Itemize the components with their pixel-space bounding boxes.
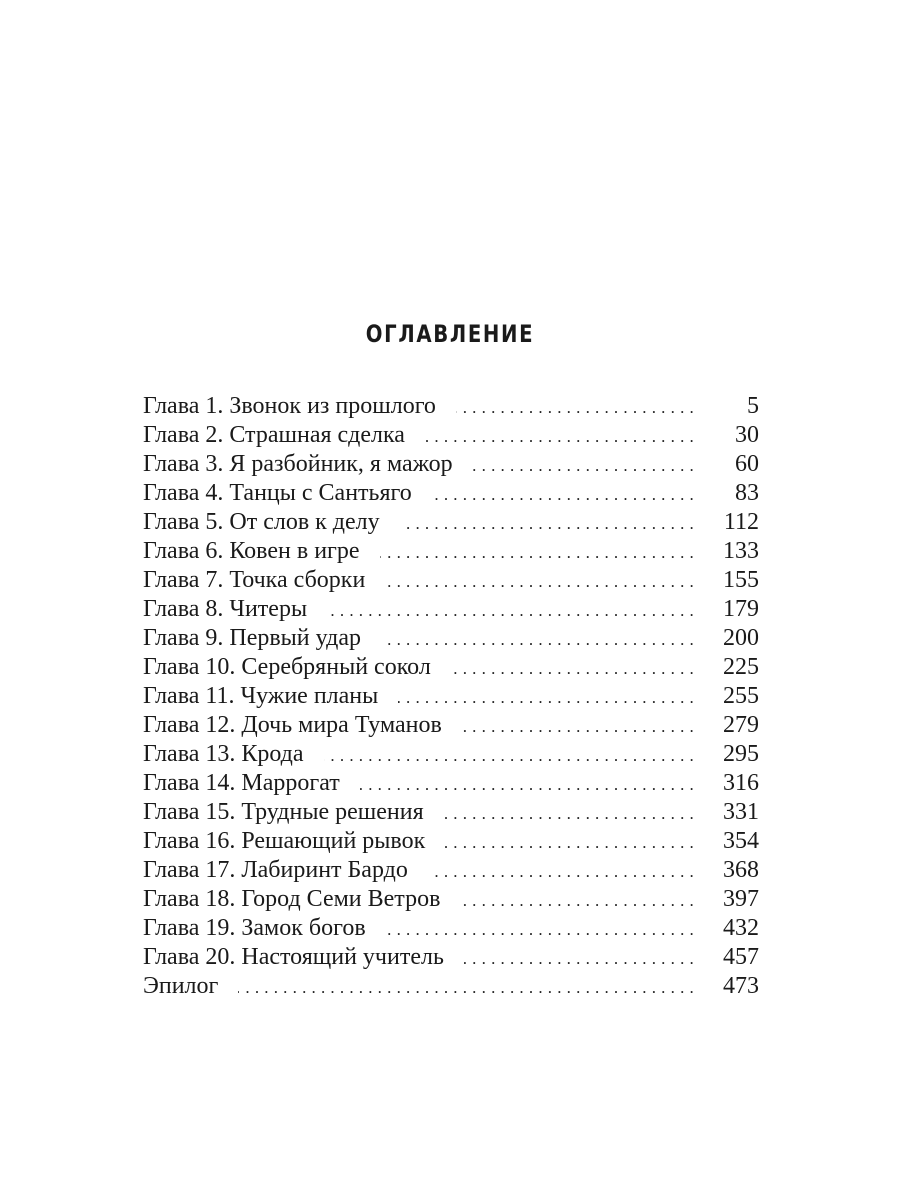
toc-entry-page-number: 30 [735,422,759,448]
toc-entry-page-number: 331 [723,799,759,825]
toc-entry-page-number: 83 [735,480,759,506]
dot-leader [398,683,699,712]
toc-entry [143,972,759,1001]
dot-leader [386,915,699,944]
dot-leader [473,451,699,480]
dot-leader [462,712,699,741]
dot-leader [428,857,699,886]
toc-entry [143,566,759,595]
toc-entry [143,421,759,450]
toc-entry [143,740,759,769]
toc-entry-page-number: 112 [723,509,759,535]
toc-entry-label: Глава 16. Решающий рывок [143,828,426,854]
dot-leader [327,596,699,625]
toc-entry-label: Глава 2. Страшная сделка [143,422,405,448]
toc-entry [143,885,759,914]
toc-entry-label: Глава 1. Звонок из прошлого [143,393,436,419]
toc-entry [143,392,759,421]
toc-entry-page-number: 473 [723,973,759,999]
toc-entry-page-number: 225 [723,654,759,680]
toc-entry-page-number: 295 [723,741,759,767]
toc-entry [143,798,759,827]
toc-entry-page-number: 457 [723,944,759,970]
toc-entry-label: Глава 9. Первый удар [143,625,362,651]
toc-entry [143,537,759,566]
toc-entry-page-number: 5 [747,393,759,419]
toc-entry-label: Глава 13. Крода [143,741,304,767]
dot-leader [238,973,699,1002]
toc-entry-label: Глава 11. Чужие планы [143,683,379,709]
toc-entry-page-number: 133 [723,538,759,564]
toc-entry-label: Глава 18. Город Семи Ветров [143,886,441,912]
dot-leader [432,480,699,509]
toc-entry-label: Глава 8. Читеры [143,596,308,622]
toc-entry [143,595,759,624]
toc-entry-page-number: 368 [723,857,759,883]
toc-entry [143,508,759,537]
dot-leader [451,654,699,683]
toc-entry-page-number: 397 [723,886,759,912]
toc-entry-page-number: 316 [723,770,759,796]
dot-leader [464,944,699,973]
toc-entry-label: Глава 6. Ковен в игре [143,538,360,564]
toc-entry-label: Глава 4. Танцы с Сантьяго [143,480,412,506]
dot-leader [385,567,699,596]
toc-entry-label: Глава 12. Дочь мира Туманов [143,712,442,738]
toc-entry-page-number: 179 [723,596,759,622]
dot-leader [444,799,699,828]
toc-entry [143,450,759,479]
toc-entry-page-number: 60 [735,451,759,477]
toc-entry [143,682,759,711]
toc-title: ОГЛАВЛЕНИЕ [365,320,535,348]
dot-leader [460,886,699,915]
dot-leader [381,625,699,654]
toc-entry [143,914,759,943]
toc-entry-label: Глава 20. Настоящий учитель [143,944,444,970]
toc-entry [143,711,759,740]
toc-entry-page-number: 432 [723,915,759,941]
toc-entry-page-number: 354 [723,828,759,854]
toc-entry [143,653,759,682]
toc-entry [143,856,759,885]
toc-entry-label: Глава 3. Я разбойник, я мажор [143,451,453,477]
dot-leader [360,770,699,799]
toc-entry-label: Глава 10. Серебряный сокол [143,654,431,680]
toc-entry-page-number: 279 [723,712,759,738]
toc-entry-page-number: 155 [723,567,759,593]
toc-entry-label: Глава 19. Замок богов [143,915,366,941]
toc-entry [143,769,759,798]
dot-leader [456,393,699,422]
toc-entry [143,943,759,972]
toc-entry-label: Глава 7. Точка сборки [143,567,366,593]
toc-entry [143,624,759,653]
toc-entry-label: Глава 5. От слов к делу [143,509,380,535]
toc-entry-label: Глава 15. Трудные решения [143,799,424,825]
dot-leader [380,538,699,567]
toc-entry-label: Глава 14. Маррогат [143,770,340,796]
toc-list [143,392,759,1001]
toc-entry-page-number: 200 [723,625,759,651]
toc-entry-label: Эпилог [143,973,219,999]
dot-leader [400,509,699,538]
dot-leader [425,422,699,451]
toc-entry-label: Глава 17. Лабиринт Бардо [143,857,408,883]
toc-entry-page-number: 255 [723,683,759,709]
dot-leader [324,741,699,770]
toc-entry [143,479,759,508]
dot-leader [445,828,699,857]
toc-entry [143,827,759,856]
